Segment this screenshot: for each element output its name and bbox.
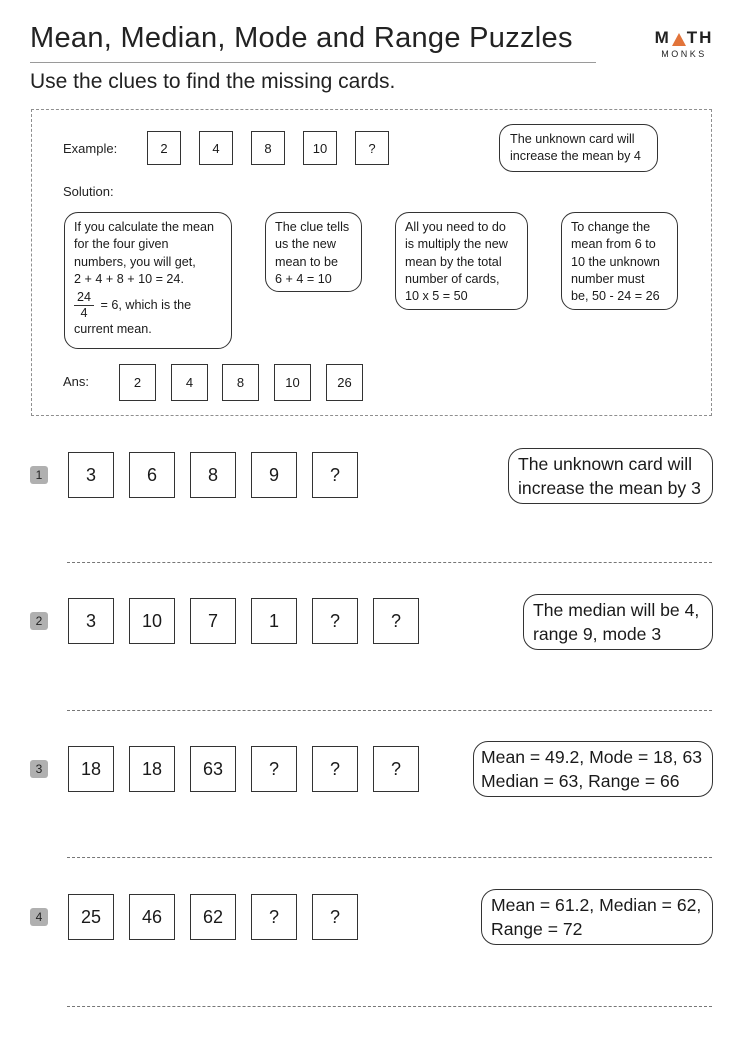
fraction-tail: = 6, which is the [100,298,192,313]
clue-line: The unknown card will [510,132,635,146]
puzzle-number-badge: 3 [30,760,48,778]
clue-line: Mean = 61.2, Median = 62, [491,895,702,915]
missing-card[interactable]: ? [373,746,419,792]
number-card: 7 [190,598,236,644]
step-line: mean to be [275,254,339,269]
step-line: 10 the unknown [571,254,660,269]
clue-line: increase the mean by 3 [518,478,701,498]
title-divider [30,62,596,63]
missing-card[interactable]: ? [312,894,358,940]
step-line: To change the [571,220,651,234]
step-line: for the four given [74,237,169,252]
clue-line: Median = 63, Range = 66 [481,771,680,791]
clue-bubble [473,741,713,797]
clue-line: Range = 72 [491,919,583,939]
example-card: 4 [199,131,233,165]
number-card: 25 [68,894,114,940]
example-card: 10 [303,131,337,165]
solution-step-4 [561,212,678,310]
logo-text-left: M [654,28,671,47]
example-panel [31,109,712,416]
logo-subtext: MONKS [661,49,707,59]
number-card: 3 [68,452,114,498]
number-card: 46 [129,894,175,940]
answer-line[interactable] [67,1006,712,1007]
logo-triangle-icon [672,33,686,46]
fraction [74,290,94,321]
missing-card[interactable]: ? [373,598,419,644]
step-line: mean by the total [405,254,502,269]
math-monks-logo [652,28,716,59]
step-line: If you calculate the mean [74,220,215,234]
answer-card: 26 [326,364,363,401]
step-line: us the new [275,237,336,252]
fraction-numerator: 24 [74,290,94,306]
number-card: 18 [68,746,114,792]
answer-card: 8 [222,364,259,401]
logo-text-right: TH [686,28,714,47]
instructions: Use the clues to find the missing cards. [30,70,396,93]
clue-line: The unknown card will [518,454,693,474]
step-line: 2 + 4 + 8 + 10 = 24. [74,271,184,286]
solution-step-3 [395,212,528,310]
fraction-denominator: 4 [80,306,88,321]
step-line: All you need to do [405,220,506,234]
missing-card[interactable]: ? [251,746,297,792]
step-line: 10 x 5 = 50 [405,289,468,304]
step-line: 6 + 4 = 10 [275,271,332,286]
number-card: 8 [190,452,236,498]
answer-line[interactable] [67,710,712,711]
answer-line[interactable] [67,857,712,858]
answer-label: Ans: [63,374,90,389]
example-card: 2 [147,131,181,165]
answer-card: 2 [119,364,156,401]
step-line: number of cards, [405,271,500,286]
clue-line: Mean = 49.2, Mode = 18, 63 [481,747,703,767]
answer-card: 4 [171,364,208,401]
missing-card[interactable]: ? [251,894,297,940]
missing-card[interactable]: ? [312,452,358,498]
example-clue-bubble [499,124,658,172]
number-card: 18 [129,746,175,792]
clue-bubble [481,889,713,945]
number-card: 6 [129,452,175,498]
step-line: numbers, you will get, [74,254,196,269]
missing-card[interactable]: ? [312,598,358,644]
step-line: mean from 6 to [571,237,656,252]
page-title: Mean, Median, Mode and Range Puzzles [30,22,573,54]
clue-line: The median will be 4, [533,600,700,620]
answer-card: 10 [274,364,311,401]
puzzle-number-badge: 2 [30,612,48,630]
number-card: 3 [68,598,114,644]
fraction-line [74,290,222,321]
clue-bubble [523,594,713,650]
answer-line[interactable] [67,562,712,563]
puzzle-number-badge: 4 [30,908,48,926]
puzzle-number-badge: 1 [30,466,48,484]
example-card: ? [355,131,389,165]
number-card: 9 [251,452,297,498]
clue-line: increase the mean by 4 [510,149,641,164]
solution-label: Solution: [63,184,114,199]
step-line: be, 50 - 24 = 26 [571,289,660,304]
step-line: The clue tells [275,220,350,234]
step-line: is multiply the new [405,237,508,252]
solution-step-1 [64,212,232,349]
step-line: number must [571,271,645,286]
step-line: current mean. [74,322,152,337]
example-label: Example: [63,141,118,156]
number-card: 10 [129,598,175,644]
example-card: 8 [251,131,285,165]
number-card: 62 [190,894,236,940]
clue-bubble [508,448,713,504]
number-card: 1 [251,598,297,644]
clue-line: range 9, mode 3 [533,624,662,644]
missing-card[interactable]: ? [312,746,358,792]
number-card: 63 [190,746,236,792]
solution-step-2 [265,212,362,292]
